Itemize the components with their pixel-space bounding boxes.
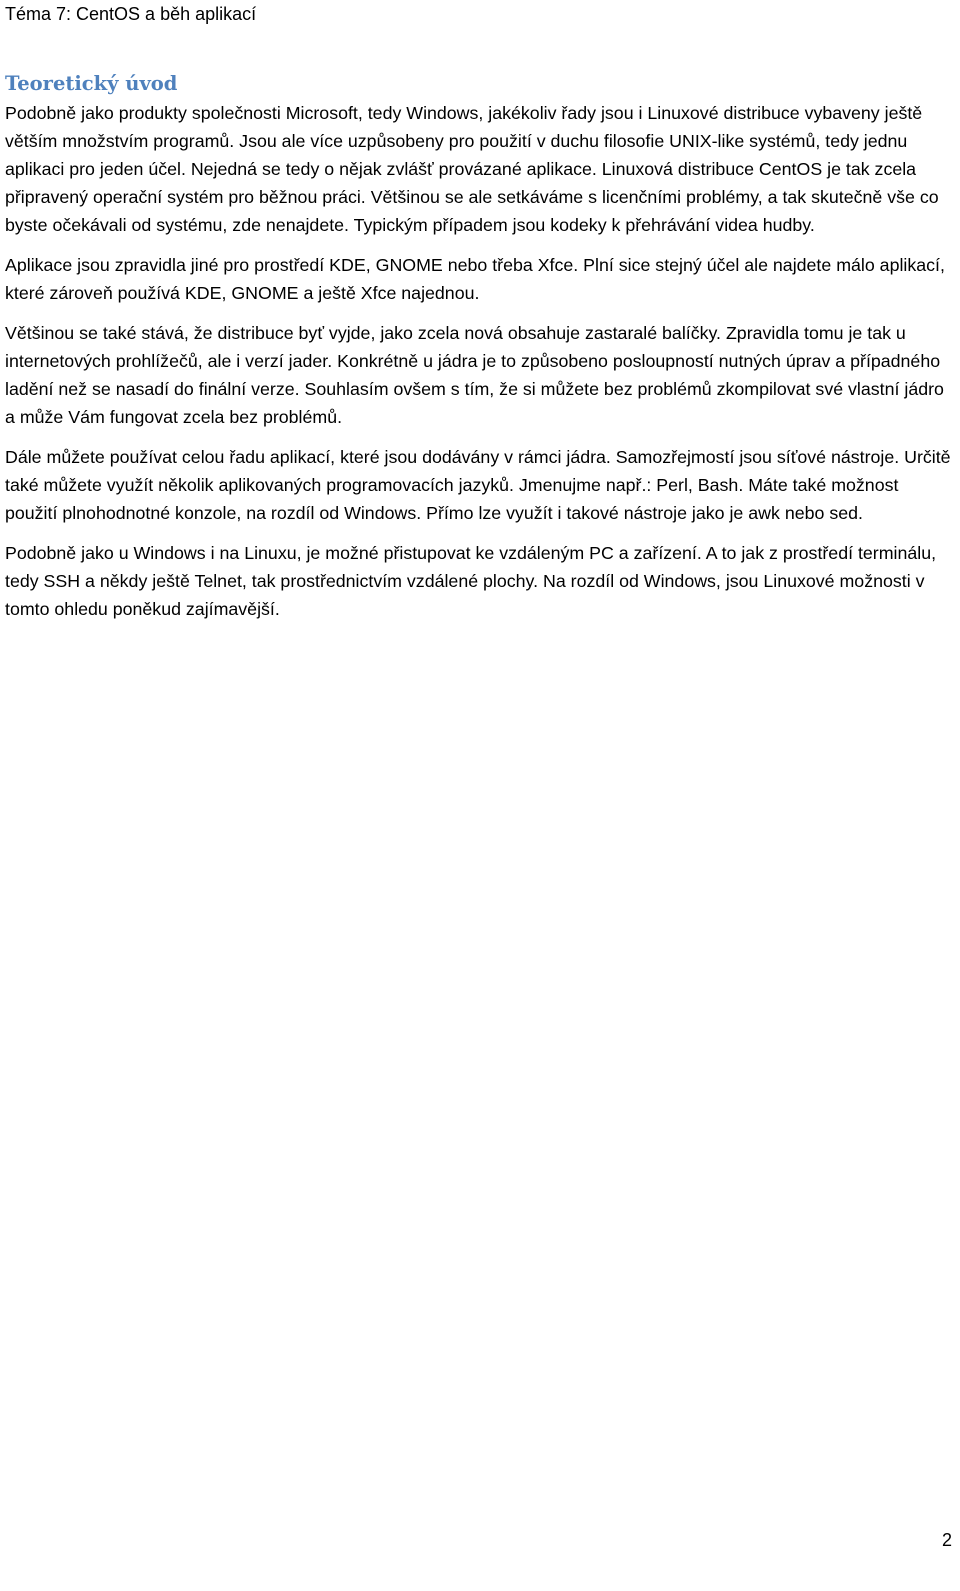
page-number: 2 xyxy=(941,1530,952,1550)
paragraph-tools: Dále můžete používat celou řadu aplikací, které jsou dodávány v rámci jádra. Samozřejmostí jsou síťové nástroje. Určitě také můžete využít několik aplikovaných programovacích jazyků. Jmenujme např.: Perl, Bash. Máte také možnost použití plnohodnotné konzole, na rozdíl od Windows. Přímo lze využít i takové nástroje jako je awk nebo sed. xyxy=(5,447,951,523)
document-body xyxy=(5,71,955,635)
paragraph-intro: Podobně jako produkty společnosti Microsoft, tedy Windows, jakékoliv řady jsou i Linuxové distribuce vybaveny ještě větším množstvím programů. Jsou ale více uzpůsobeny pro použití v duchu filosofie UNIX-like systémů, tedy jednu aplikaci pro jeden účel. Nejedná se tedy o nějak zvlášť provázané aplikace. Linuxová distribuce CentOS je tak zcela připravený operační systém pro běžnou práci. Většinou se ale setkáváme s licenčními problémy, a tak skutečně vše co byste očekávali od systému, zde nenajdete. Typickým případem jsou kodeky k přehrávání videa hudby. xyxy=(5,103,939,235)
paragraph-desktop-environments: Aplikace jsou zpravidla jiné pro prostředí KDE, GNOME nebo třeba Xfce. Plní sice stejný účel ale najdete málo aplikací, které zároveň používá KDE, GNOME a ještě Xfce najednou. xyxy=(5,255,945,303)
section-heading: Teoretický úvod xyxy=(5,72,178,95)
paragraph-outdated-packages: Většinou se také stává, že distribuce byť vyjde, jako zcela nová obsahuje zastaralé balíčky. Zpravidla tomu je tak u internetových prohlížečů, ale i verzí jader. Konkrétně u jádra je to způsobeno posloupností nutných úprav a případného ladění než se nasadí do finální verze. Souhlasím ovšem s tím, že si můžete bez problémů zkompilovat své vlastní jádro a může Vám fungovat zcela bez problémů. xyxy=(5,323,944,427)
paragraph-remote-access: Podobně jako u Windows i na Linuxu, je možné přistupovat ke vzdáleným PC a zařízení. A to jak z prostředí terminálu, tedy SSH a někdy ještě Telnet, tak prostřednictvím vzdálené plochy. Na rozdíl od Windows, jsou Linuxové možnosti v tomto ohledu poněkud zajímavější. xyxy=(5,543,937,619)
running-header: Téma 7: CentOS a běh aplikací xyxy=(5,4,257,24)
